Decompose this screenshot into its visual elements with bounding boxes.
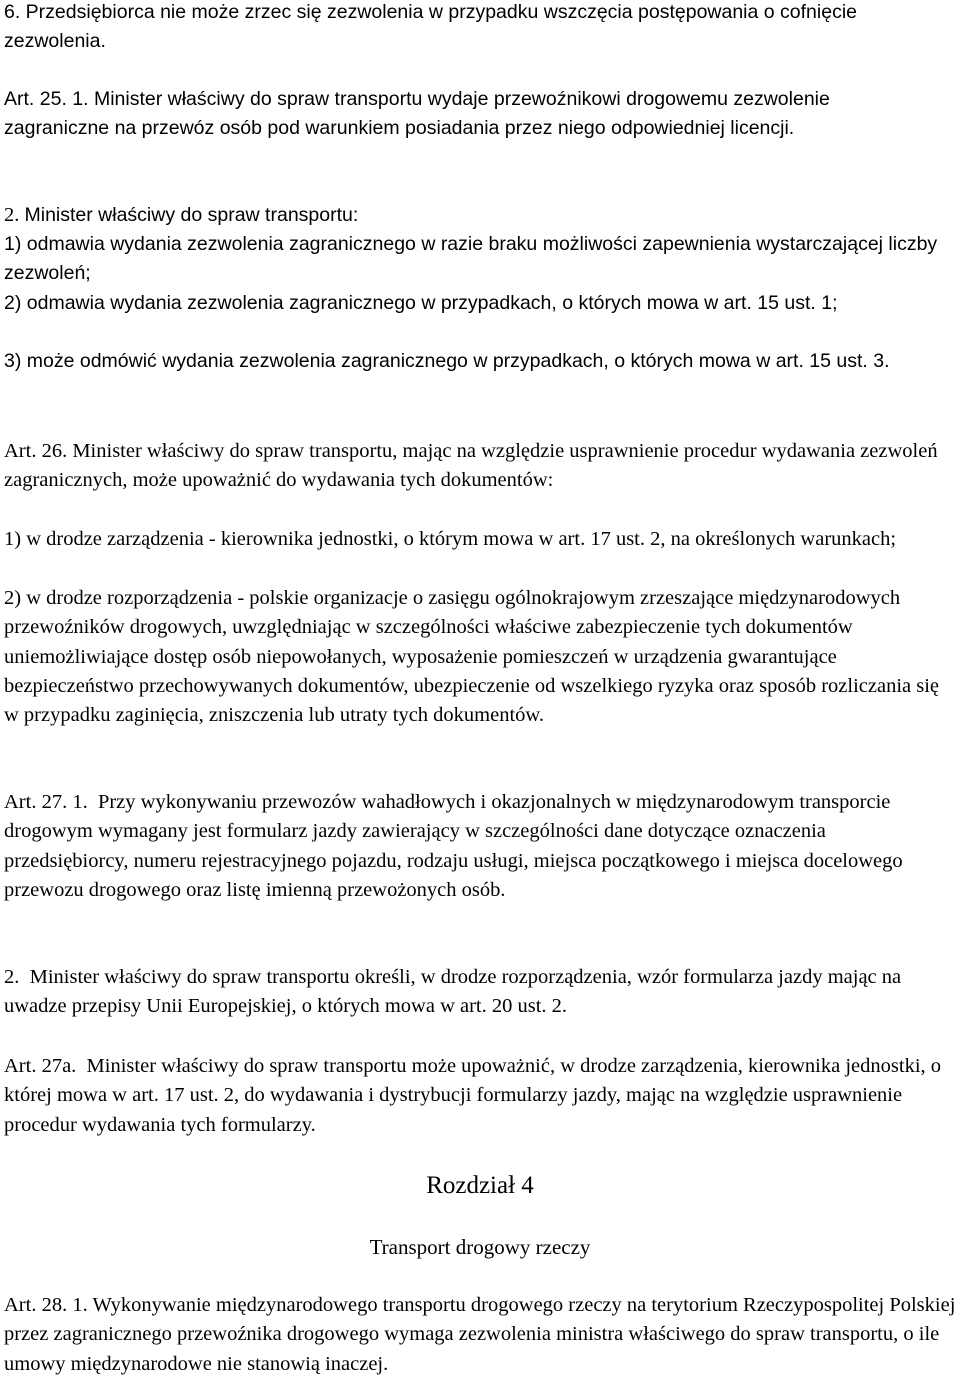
art25-label: Art. 25. 1.	[4, 88, 94, 110]
art25-item-2: 2) odmawia wydania zezwolenia zagranicznego w przypadkach, o których mowa w art. 15 ust. 1;	[4, 292, 838, 314]
art25-paragraph-2	[4, 201, 904, 230]
art27-paragraph-2: 2. Minister właściwy do spraw transportu określi, w drodze rozporządzenia, wzór formularza jazdy mając na uwadze przepisy Unii Europejskiej, o których mowa w art. 20 ust. 2.	[4, 966, 907, 1018]
chapter-subtitle: Transport drogowy rzeczy	[369, 1235, 591, 1259]
art26-item-1: 1) w drodze zarządzenia - kierownika jednostki, o którym mowa w art. 17 ust. 2, na określonych warunkach;	[4, 528, 897, 550]
art24-paragraph-6: 6. Przedsiębiorca nie może zrzec się zezwolenia w przypadku wszczęcia postępowania o cofnięcie zezwolenia.	[4, 1, 863, 53]
art27a-paragraph: Art. 27a. Minister właściwy do spraw transportu może upoważnić, w drodze zarządzenia, kierownika jednostki, o której mowa w art. 17 ust. 2, do wydawania i dystrybucji formularzy jazdy, mając na względzie usprawnienie procedur wydawania tych formularzy.	[4, 1055, 947, 1136]
art25-item-3: 3) może odmówić wydania zezwolenia zagranicznego w przypadkach, o których mowa w art. 15 ust. 3.	[4, 350, 890, 372]
art25-p2-text: Minister właściwy do spraw transportu:	[24, 204, 359, 226]
art25-p1-text: Minister właściwy do spraw transportu wydaje przewoźnikowi drogowemu zezwolenie zagraniczne na przewóz osób pod warunkiem posiadania przez niego odpowiedniej licencji.	[4, 88, 836, 140]
chapter-title: Rozdział 4	[426, 1172, 534, 1199]
art25-paragraph-1	[4, 85, 904, 144]
art25-p2-label: 2.	[4, 204, 25, 226]
art25-item-1: 1) odmawia wydania zezwolenia zagranicznego w razie braku możliwości zapewnienia wystarczającej liczby zezwoleń;	[4, 233, 943, 285]
art27-paragraph-1: Art. 27. 1. Przy wykonywaniu przewozów wahadłowych i okazjonalnych w międzynarodowym transporcie drogowym wymagany jest formularz jazdy zawierający w szczególności dane dotyczące oznaczenia przedsiębiorcy, numeru rejestracyjnego pojazdu, rodzaju usługi, miejsca początkowego i miejsca docelowego przewozu drogowego oraz listę imienną przewożonych osób.	[4, 791, 908, 901]
art26-intro: Art. 26. Minister właściwy do spraw transportu, mając na względzie usprawnienie procedur wydawania zezwoleń zagranicznych, może upoważnić do wydawania tych dokumentów:	[4, 440, 943, 492]
art26-item-2: 2) w drodze rozporządzenia - polskie organizacje o zasięgu ogólnokrajowym zrzeszające międzynarodowych przewoźników drogowych, uwzględniając w szczególności właściwe zabezpieczenie tych dokumentów uniemożliwiające dostęp osób niepowołanych, wyposażenie pomieszczeń w urządzenia gwarantujące bezpieczeństwo przechowywanych dokumentów, ubezpieczenie od wszelkiego ryzyka oraz sposób rozliczania się w przypadku zaginięcia, zniszczenia lub utraty tych dokumentów.	[4, 587, 945, 727]
art28-paragraph-1: Art. 28. 1. Wykonywanie międzynarodowego transportu drogowego rzeczy na terytorium Rzeczypospolitej Polskiej przez zagranicznego przewoźnika drogowego wymaga zezwolenia ministra właściwego do spraw transportu, o ile umowy międzynarodowe nie stanowią inaczej.	[4, 1294, 961, 1375]
